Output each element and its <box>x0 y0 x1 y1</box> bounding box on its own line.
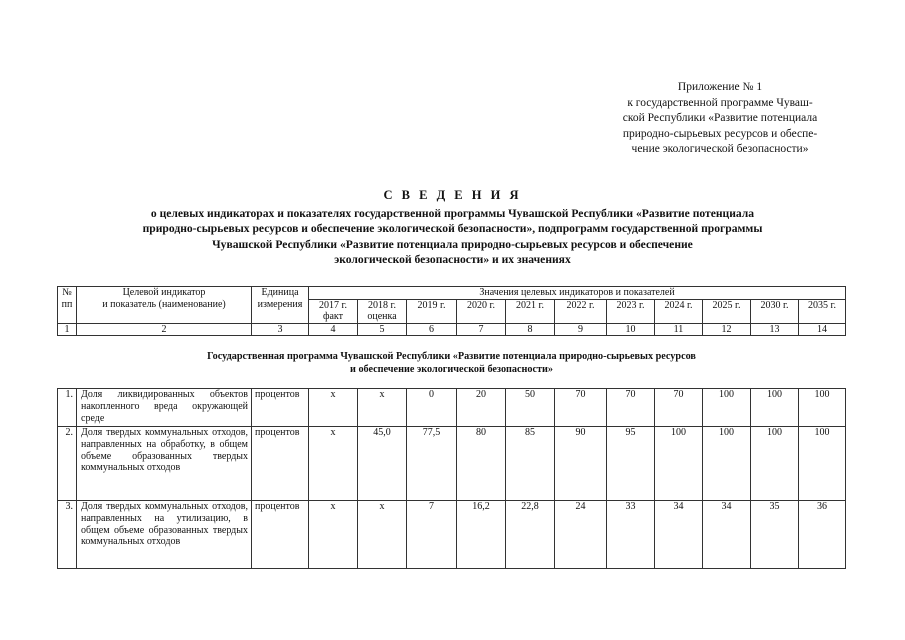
value-cell: 34 <box>703 501 751 569</box>
section-title-line: и обеспечение экологической безопасности» <box>350 364 553 376</box>
appendix-line: ской Республики «Развитие потенциала <box>622 112 818 125</box>
subtitle-line: природно-сырьевых ресурсов и обеспечение экологической безопасности», подпрограмм государственной программы <box>142 222 763 236</box>
header-unit-line1: Единица <box>261 287 299 298</box>
indicator-name: Доля твердых коммунальных отходов, направленных на обработку, в общем объеме образованных твердых коммунальных отходов <box>77 427 252 501</box>
column-number: 14 <box>799 323 846 336</box>
year-label: 2018 г. <box>368 299 396 311</box>
year-cell <box>655 299 703 323</box>
header-number-line2: пп <box>61 298 73 310</box>
column-number: 6 <box>407 323 457 336</box>
year-label: 2023 г. <box>616 299 645 311</box>
document-subtitle <box>60 206 845 268</box>
header-indicator-cell <box>77 287 252 324</box>
unit-cell: процентов <box>252 389 309 427</box>
unit-cell: процентов <box>252 501 309 569</box>
header-unit-line2: измерения <box>257 298 303 310</box>
header-indicator-line2: и показатель (наименование) <box>102 298 226 310</box>
value-cell: 70 <box>607 389 655 427</box>
row-number: 1. <box>58 389 77 427</box>
value-cell: х <box>358 389 407 427</box>
unit-cell: процентов <box>252 427 309 501</box>
year-cell <box>703 299 751 323</box>
year-label: 2021 г. <box>516 299 544 311</box>
value-cell: 50 <box>506 389 555 427</box>
column-number: 8 <box>506 323 555 336</box>
section-title <box>58 336 846 389</box>
column-number: 9 <box>555 323 607 336</box>
value-cell: 100 <box>751 389 799 427</box>
value-cell: х <box>309 427 358 501</box>
column-number: 10 <box>607 323 655 336</box>
value-cell: 35 <box>751 501 799 569</box>
value-cell: х <box>309 389 358 427</box>
year-label: 2017 г. <box>319 299 347 311</box>
year-cell <box>309 299 358 323</box>
value-cell: 24 <box>555 501 607 569</box>
value-cell: 22,8 <box>506 501 555 569</box>
appendix-line: Приложение № 1 <box>677 81 763 93</box>
column-number: 1 <box>58 323 77 336</box>
subtitle-line: экологической безопасности» и их значениях <box>334 253 571 267</box>
value-cell: 100 <box>703 389 751 427</box>
header-indicator-line1: Целевой индикатор <box>122 287 206 298</box>
column-number: 11 <box>655 323 703 336</box>
value-cell: 45,0 <box>358 427 407 501</box>
value-cell: 95 <box>607 427 655 501</box>
value-cell: 70 <box>555 389 607 427</box>
value-cell: 0 <box>407 389 457 427</box>
year-cell <box>607 299 655 323</box>
value-cell: 77,5 <box>407 427 457 501</box>
value-cell: х <box>309 501 358 569</box>
value-cell: 36 <box>799 501 846 569</box>
row-number: 2. <box>58 427 77 501</box>
table-row <box>58 501 846 569</box>
year-label: 2030 г. <box>760 299 789 311</box>
indicator-name: Доля твердых коммунальных отходов, направленных на утилизацию, в общем объеме образованных твердых коммунальных отходов <box>77 501 252 569</box>
row-number: 3. <box>58 501 77 569</box>
header-values-group: Значения целевых индикаторов и показателей <box>309 287 846 300</box>
value-cell: 100 <box>751 427 799 501</box>
value-cell: 70 <box>655 389 703 427</box>
header-number-line1: № <box>62 287 72 298</box>
value-cell: 16,2 <box>457 501 506 569</box>
year-label: 2035 г. <box>808 299 837 311</box>
value-cell: 33 <box>607 501 655 569</box>
value-cell: 34 <box>655 501 703 569</box>
appendix-note <box>590 80 850 158</box>
column-number: 3 <box>252 323 309 336</box>
value-cell: 80 <box>457 427 506 501</box>
year-cell <box>506 299 555 323</box>
year-cell <box>751 299 799 323</box>
column-number: 2 <box>77 323 252 336</box>
column-number: 7 <box>457 323 506 336</box>
column-number: 12 <box>703 323 751 336</box>
year-cell <box>555 299 607 323</box>
value-cell: х <box>358 501 407 569</box>
year-label: 2019 г. <box>417 299 446 311</box>
table-row <box>58 389 846 427</box>
appendix-line: к государственной программе Чуваш- <box>627 96 813 109</box>
value-cell: 7 <box>407 501 457 569</box>
value-cell: 100 <box>799 427 846 501</box>
value-cell: 20 <box>457 389 506 427</box>
indicator-name: Доля ликвидированных объектов накопленного вреда окружающей среде <box>77 389 252 427</box>
header-number-cell <box>58 287 77 324</box>
year-label: 2022 г. <box>566 299 595 311</box>
value-cell: 100 <box>799 389 846 427</box>
section-row <box>58 336 846 389</box>
year-cell <box>407 299 457 323</box>
value-cell: 100 <box>703 427 751 501</box>
year-note: факт <box>322 311 343 323</box>
value-cell: 100 <box>655 427 703 501</box>
header-unit-cell <box>252 287 309 324</box>
document-title: С В Е Д Е Н И Я <box>383 188 522 202</box>
year-label: 2020 г. <box>467 299 495 311</box>
year-cell <box>358 299 407 323</box>
header-row <box>58 287 846 300</box>
section-title-line: Государственная программа Чувашской Республики «Развитие потенциала природно-сырьевых ресурсов <box>207 351 696 363</box>
table-body <box>58 287 846 569</box>
appendix-line: чение экологической безопасности» <box>631 143 809 156</box>
indicators-table <box>57 286 846 569</box>
column-numbers-row <box>58 323 846 336</box>
year-label: 2024 г. <box>664 299 693 311</box>
column-number: 13 <box>751 323 799 336</box>
column-number: 5 <box>358 323 407 336</box>
year-cell <box>457 299 506 323</box>
year-label: 2025 г. <box>712 299 741 311</box>
subtitle-line: о целевых индикаторах и показателях государственной программы Чувашской Республики «Развитие потенциала <box>150 207 755 220</box>
table-row <box>58 427 846 501</box>
year-note: оценка <box>367 311 397 323</box>
subtitle-line: Чувашской Республики «Развитие потенциала природно-сырьевых ресурсов и обеспечение <box>212 237 693 251</box>
value-cell: 85 <box>506 427 555 501</box>
year-cell <box>799 299 846 323</box>
column-number: 4 <box>309 323 358 336</box>
value-cell: 90 <box>555 427 607 501</box>
appendix-line: природно-сырьевых ресурсов и обеспе- <box>622 127 818 140</box>
